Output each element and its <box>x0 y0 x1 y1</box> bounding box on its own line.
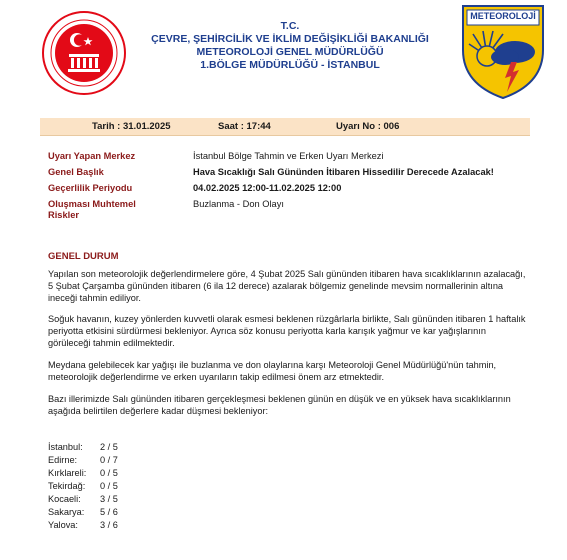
date-text: Tarih : 31.01.2025 <box>92 121 171 132</box>
detail-value: İstanbul Bölge Tahmin ve Erken Uyarı Merkezi <box>193 151 384 161</box>
detail-label: Oluşması Muhtemel Riskler <box>48 199 136 220</box>
detail-label: Uyarı Yapan Merkez <box>48 151 136 161</box>
city-name: Edirne: <box>48 455 78 465</box>
paragraph: Soğuk havanın, kuzey yönlerden kuvvetli olarak esmesi beklenen rüzgârlarla birlikte, Salı gününden itibaren 1 haftalık periyotta etkisini sürdürmesi bekleniyor. Ayrıca söz konusu periyotta karla karışık yağmur ve kar yağışlarının görüleceği tahmin edilmektedir. <box>48 314 526 348</box>
city-row <box>48 507 118 517</box>
city-name: Kırklareli: <box>48 468 87 478</box>
warning-number: Uyarı No : 006 <box>336 121 400 132</box>
city-temps: 3 / 5 <box>100 494 118 504</box>
paragraph: Meydana gelebilecek kar yağışı ile buzlanma ve don olaylarına karşı Meteoroloji Genel Müdürlüğü'nün tahmin, meteorolojik değerlendirme ve erken uyarıların takip edilmesi önem arz etmektedir. <box>48 360 497 382</box>
document-header <box>140 20 440 72</box>
city-row <box>48 494 118 504</box>
city-name: Tekirdağ: <box>48 481 86 491</box>
header-ministry: ÇEVRE, ŞEHİRCİLİK VE İKLİM DEĞİŞİKLİĞİ BAKANLIĞI <box>151 33 429 45</box>
header-region: 1.BÖLGE MÜDÜRLÜĞÜ - İSTANBUL <box>200 59 380 71</box>
city-temps: 5 / 6 <box>100 507 118 517</box>
logo-text: METEOROLOJİ <box>470 11 536 21</box>
info-bar <box>40 118 530 136</box>
detail-value: 04.02.2025 12:00-11.02.2025 12:00 <box>193 183 342 193</box>
city-row <box>48 455 118 465</box>
city-temps: 2 / 5 <box>100 442 118 452</box>
detail-label: Geçerlilik Periyodu <box>48 183 133 193</box>
city-name: Sakarya: <box>48 507 85 517</box>
city-name: Yalova: <box>48 520 78 530</box>
city-row <box>48 481 118 491</box>
paragraph: Bazı illerimizde Salı gününden itibaren gerçekleşmesi beklenen günün en düşük ve en yüksek hava sıcaklıklarının aşağıda belirtilen değerlere kadar düşmesi bekleniyor: <box>48 394 511 416</box>
paragraph: Yapılan son meteorolojik değerlendirmelere göre, 4 Şubat 2025 Salı gününden itibaren hava sıcaklıklarının azalacağı, 5 Şubat Çarşamba gününden itibaren (6 ila 12 derece) azalarak bölgemiz genelinde mevsim normallerinin altına ineceği tahmin ediliyor. <box>48 269 526 303</box>
city-row <box>48 442 118 452</box>
city-name: Kocaeli: <box>48 494 81 504</box>
city-temps: 3 / 6 <box>100 520 118 530</box>
header-directorate: METEOROLOJİ GENEL MÜDÜRLÜĞÜ <box>196 46 384 58</box>
detail-label: Genel Başlık <box>48 167 104 177</box>
ministry-seal-icon <box>41 10 127 96</box>
detail-value: Buzlanma - Don Olayı <box>193 199 284 209</box>
city-row <box>48 468 118 478</box>
header-tc: T.C. <box>280 20 300 32</box>
detail-value: Hava Sıcaklığı Salı Gününden İtibaren Hissedilir Derecede Azalacak! <box>193 167 494 177</box>
city-temps: 0 / 7 <box>100 455 118 465</box>
city-name: İstanbul: <box>48 442 83 452</box>
city-row <box>48 520 118 530</box>
city-temps: 0 / 5 <box>100 468 118 478</box>
city-temps: 0 / 5 <box>100 481 118 491</box>
time-text: Saat : 17:44 <box>218 121 271 132</box>
section-title: GENEL DURUM <box>48 251 119 262</box>
